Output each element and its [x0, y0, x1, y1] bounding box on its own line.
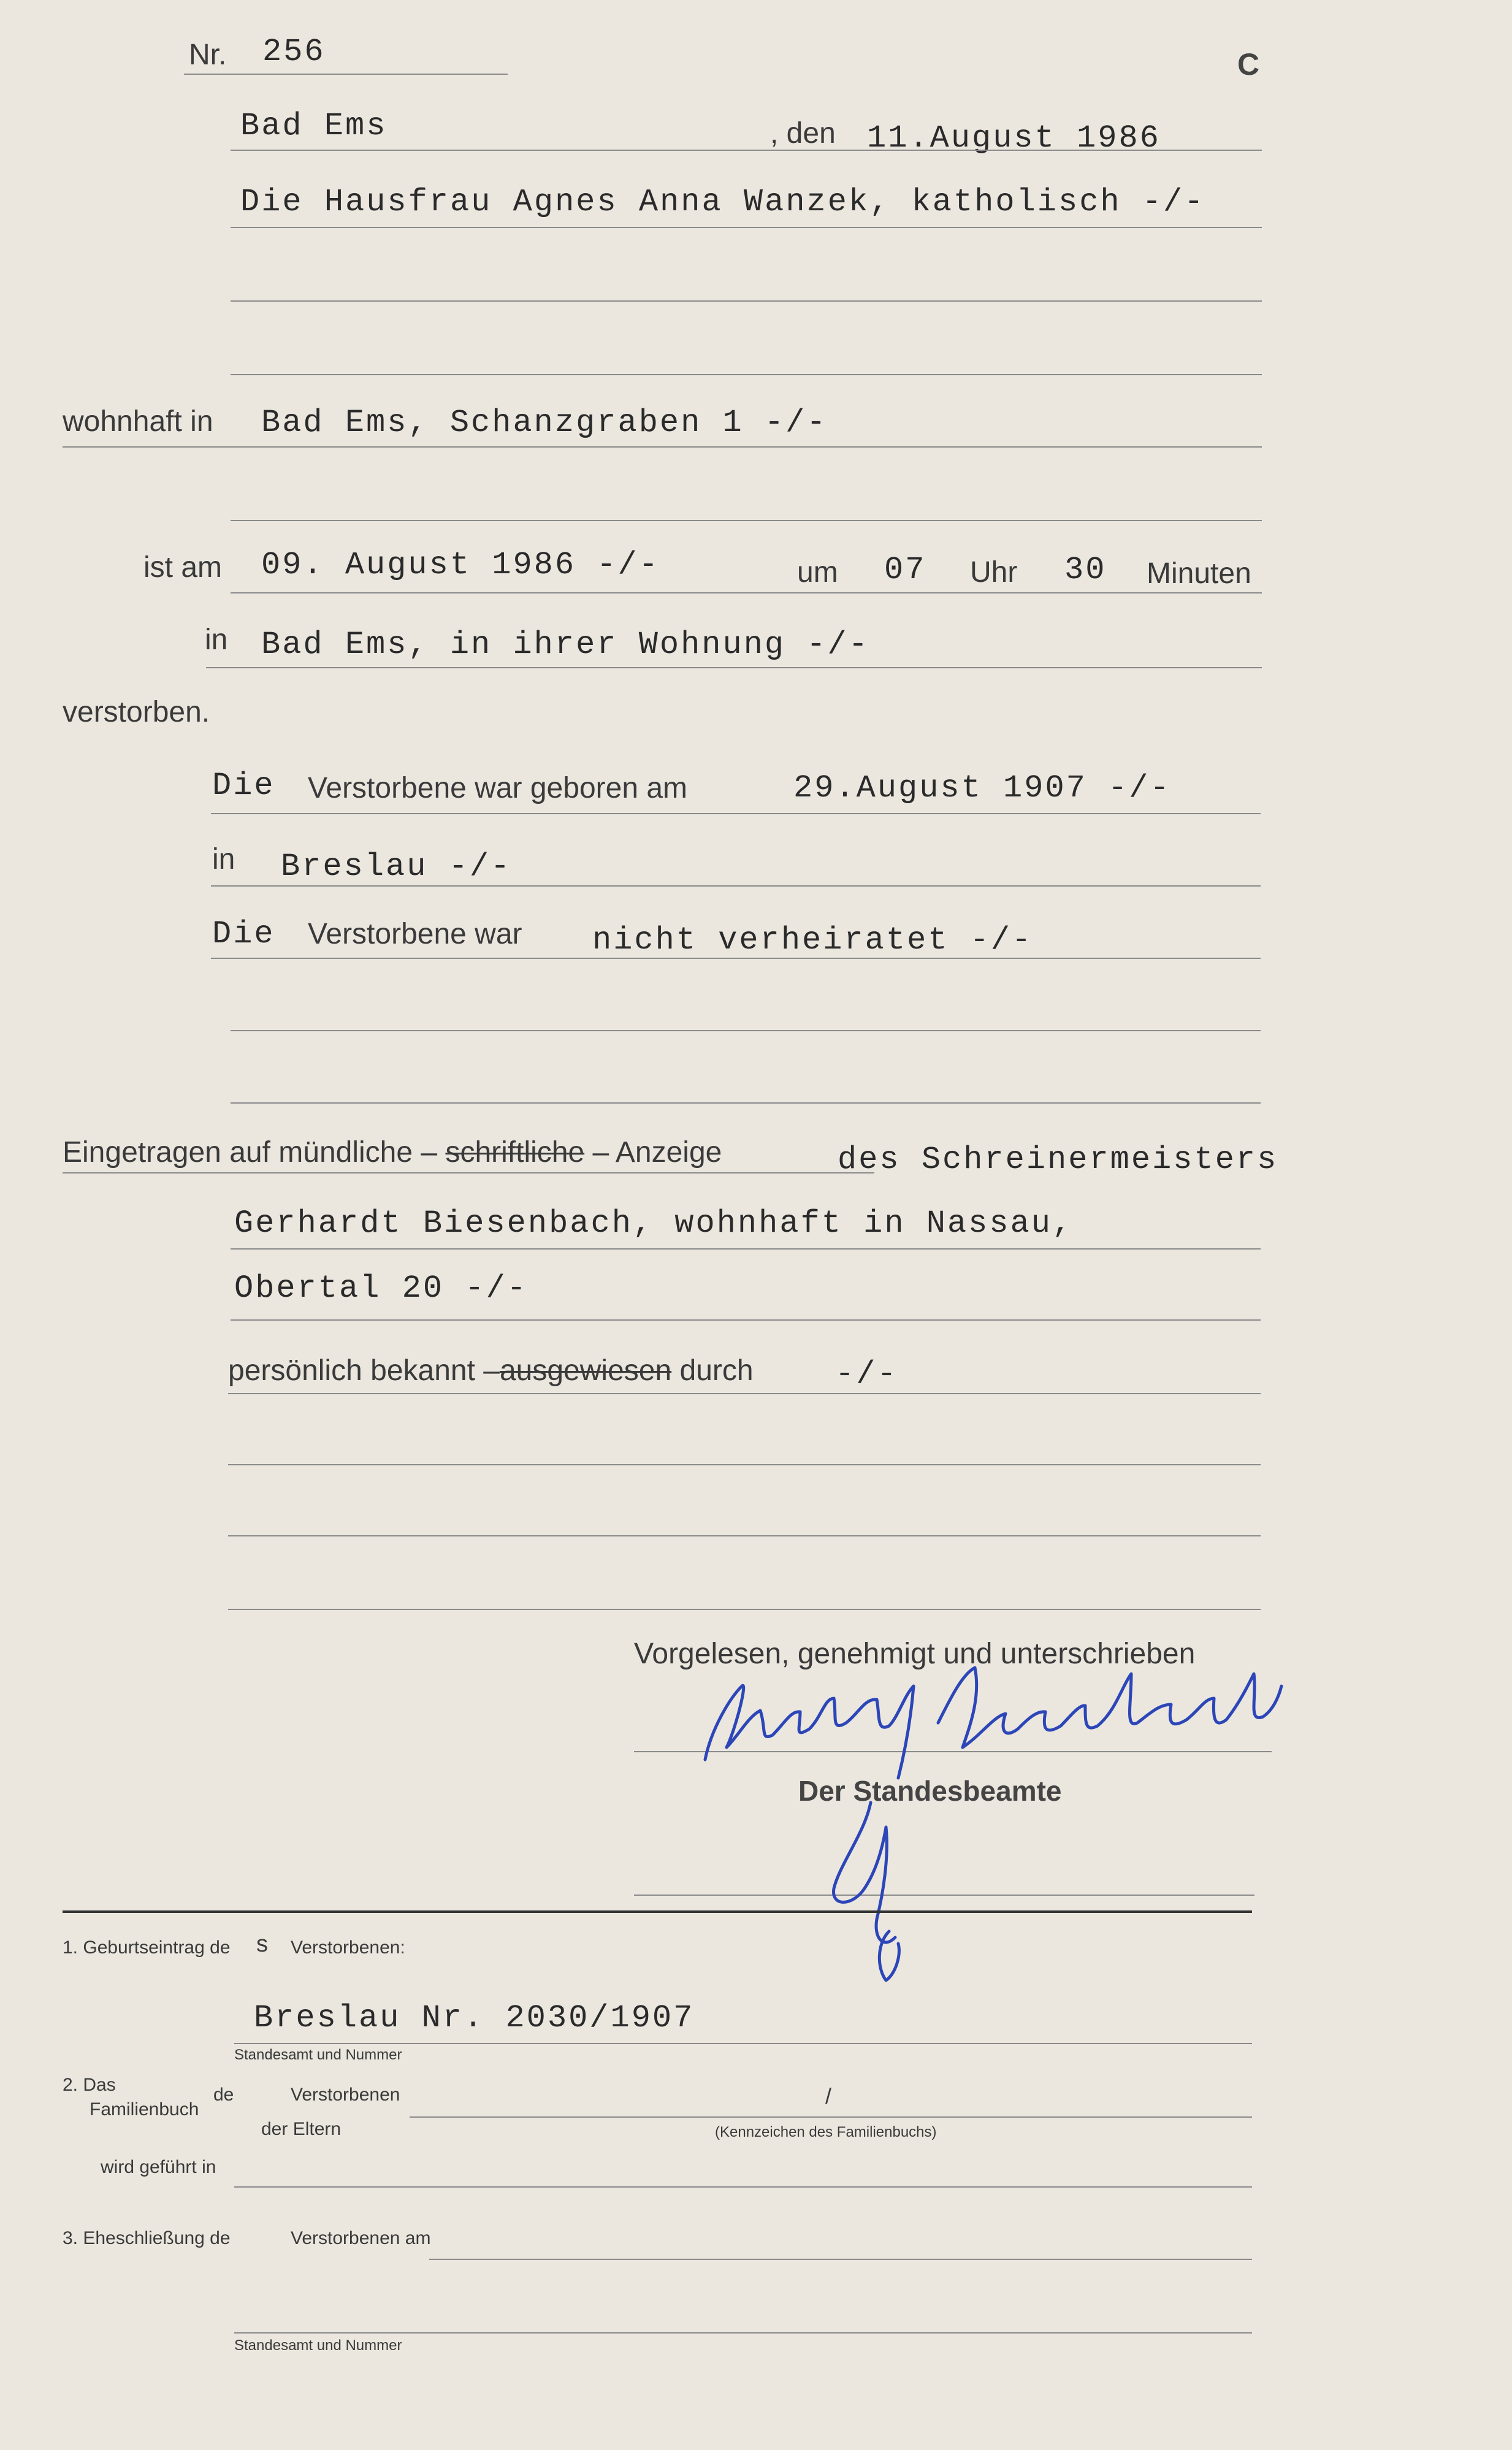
marriage-rule	[429, 2259, 1252, 2260]
verstorben-label: verstorben.	[63, 696, 210, 728]
birth-entry-value: Breslau Nr. 2030/1907	[254, 2000, 695, 2036]
date-value: 11.August 1986	[867, 120, 1161, 156]
family-book-rule	[410, 2116, 1252, 2118]
office-number-caption: Standesamt und Nummer	[234, 2047, 402, 2063]
residence-value: Bad Ems, Schanzgraben 1 -/-	[261, 405, 828, 441]
died-date: 09. August 1986 -/-	[261, 547, 660, 583]
report-label	[63, 1135, 722, 1169]
person-line: Die Hausfrau Agnes Anna Wanzek, katholisch -/-	[240, 184, 1205, 220]
family-book-parents: der Eltern	[261, 2119, 342, 2139]
informant-rule-3	[231, 1319, 1261, 1321]
family-book-num: 2. Das	[63, 2075, 116, 2095]
blank-rule-5	[231, 1102, 1261, 1104]
report-label-struck: schriftliche	[445, 1136, 585, 1169]
birth-prefix: Die	[212, 768, 275, 804]
nr-rule	[184, 74, 508, 75]
blank-rule-8	[228, 1609, 1261, 1610]
blank-rule-7	[228, 1535, 1261, 1536]
informant-line-1: des Schreinermeisters	[838, 1142, 1278, 1178]
place-rule	[206, 667, 1262, 668]
nr-value: 256	[262, 34, 326, 70]
family-book-kept-label: wird geführt in	[101, 2157, 216, 2177]
time-minutes: 30	[1064, 552, 1107, 588]
known-label-struck: ausgewiesen	[499, 1354, 672, 1387]
report-label-part1: Eingetragen auf mündliche –	[63, 1136, 438, 1169]
place-label: in	[205, 624, 228, 656]
marital-label: Verstorbene war	[308, 918, 522, 950]
birth-entry-label: 1. Geburtseintrag de	[63, 1937, 231, 1958]
family-book-caption: (Kennzeichen des Familienbuchs)	[715, 2124, 937, 2140]
birth-entry-s: s	[256, 1931, 268, 1957]
birth-place-label: in	[212, 843, 235, 876]
section-divider	[63, 1910, 1252, 1913]
known-rule	[228, 1393, 1261, 1394]
informant-rule-2	[231, 1248, 1261, 1250]
time-hour: 07	[884, 552, 926, 588]
family-book-slash: /	[825, 2083, 832, 2108]
marriage-label: 3. Eheschließung de	[63, 2228, 231, 2248]
report-label-part2: – Anzeige	[592, 1136, 722, 1169]
blank-rule-4	[231, 1030, 1261, 1031]
known-label-part1: persönlich bekannt –	[228, 1354, 500, 1387]
place-value: Bad Ems	[240, 108, 388, 144]
residence-rule	[63, 446, 1262, 448]
birth-place-rule	[211, 885, 1261, 887]
birth-date: 29.August 1907 -/-	[793, 770, 1171, 806]
known-label-part2: durch	[679, 1354, 754, 1387]
marriage-label-2: Verstorbenen am	[291, 2228, 431, 2248]
birth-entry-rule	[234, 2043, 1252, 2044]
marriage-office-rule	[234, 2332, 1252, 2334]
birth-rule	[211, 813, 1261, 814]
person-rule	[231, 227, 1262, 228]
corner-letter: C	[1237, 47, 1260, 82]
birth-entry-label-2: Verstorbenen:	[291, 1937, 405, 1958]
blank-rule-6	[228, 1464, 1261, 1465]
informant-line-2: Gerhardt Biesenbach, wohnhaft in Nassau,	[234, 1205, 1074, 1242]
registrar-label: Der Standesbeamte	[798, 1775, 1062, 1807]
registrar-signature	[815, 1790, 938, 1986]
known-value: -/-	[835, 1356, 898, 1392]
birth-place: Breslau -/-	[281, 849, 512, 885]
informant-line-3: Obertal 20 -/-	[234, 1270, 528, 1307]
read-approved-label: Vorgelesen, genehmigt und unterschrieben	[634, 1638, 1196, 1670]
marital-rule	[211, 958, 1261, 959]
nr-label: Nr.	[189, 39, 227, 71]
family-book-deceased: Verstorbenen	[291, 2085, 400, 2105]
marital-prefix: Die	[212, 916, 275, 952]
report-rule	[63, 1172, 874, 1173]
blank-rule-2	[231, 374, 1262, 375]
time-minuten-label: Minuten	[1147, 557, 1251, 590]
died-rule	[231, 592, 1262, 593]
time-um-label: um	[797, 556, 838, 589]
family-book-label: Familienbuch	[90, 2099, 199, 2120]
date-rule	[231, 150, 1262, 151]
time-uhr-label: Uhr	[970, 556, 1018, 589]
informant-signature	[693, 1662, 1294, 1784]
family-book-de: de	[213, 2085, 234, 2105]
known-label	[228, 1354, 754, 1387]
family-book-kept-rule	[234, 2186, 1252, 2188]
marital-value: nicht verheiratet -/-	[592, 922, 1033, 958]
date-label: , den	[770, 117, 836, 150]
place-of-death: Bad Ems, in ihrer Wohnung -/-	[261, 627, 869, 663]
birth-label: Verstorbene war geboren am	[308, 772, 688, 804]
blank-rule-1	[231, 300, 1262, 302]
residence-label: wohnhaft in	[63, 405, 213, 438]
signature-rule-2	[634, 1895, 1254, 1896]
died-label: ist am	[143, 551, 223, 584]
office-number-caption-2: Standesamt und Nummer	[234, 2337, 402, 2354]
blank-rule-3	[231, 520, 1262, 521]
